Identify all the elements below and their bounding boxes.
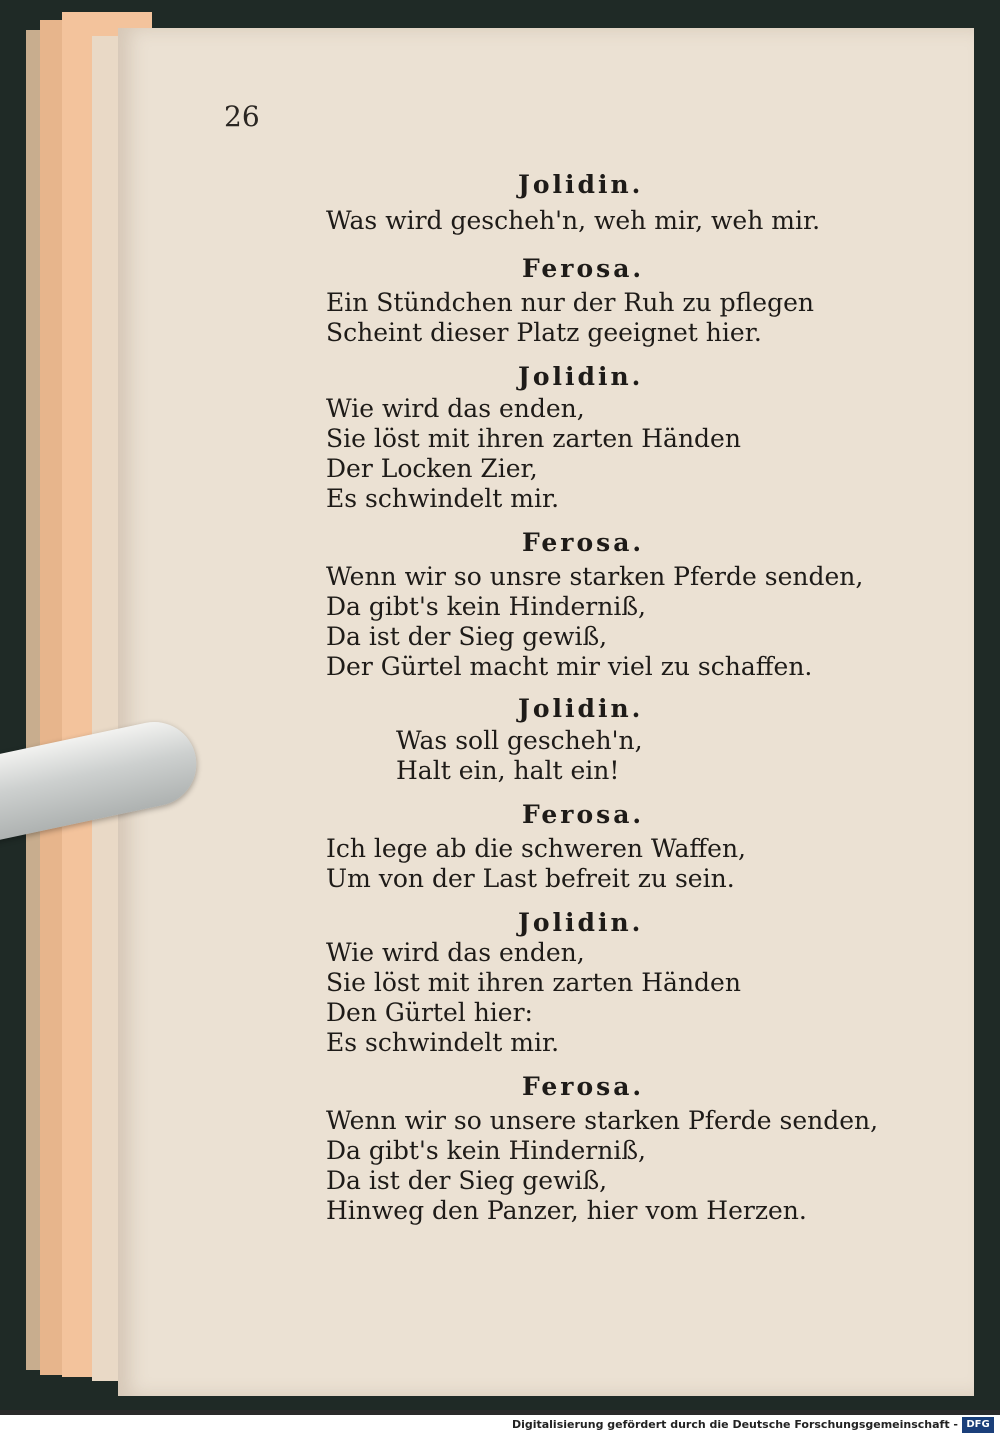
speaker-name: Jolidin. [518,908,644,937]
verse-line: Ein Stündchen nur der Ruh zu pflegen [326,288,814,317]
footer-bar [0,1415,1000,1437]
verse-line: Hinweg den Panzer, hier vom Herzen. [326,1196,807,1225]
verse-line: Wenn wir so unsre starken Pferde senden, [326,562,864,591]
verse-line: Wie wird das enden, [326,394,585,423]
verse-line: Um von der Last befreit zu sein. [326,864,735,893]
verse-line: Da gibt's kein Hinderniß, [326,592,646,621]
verse-line: Es schwindelt mir. [326,484,560,513]
speaker-name: Jolidin. [518,362,644,391]
verse-line: Sie löst mit ihren zarten Händen [326,968,741,997]
verse-line: Wenn wir so unsere starken Pferde senden, [326,1106,879,1135]
speaker-name: Ferosa. [522,528,645,557]
verse-line: Den Gürtel hier: [326,998,533,1027]
dfg-logo: DFG [962,1417,994,1433]
speaker-name: Ferosa. [522,800,645,829]
speaker-name: Ferosa. [522,1072,645,1101]
page-number: 26 [224,100,260,133]
verse-line: Es schwindelt mir. [326,1028,560,1057]
verse-line: Scheint dieser Platz geeignet hier. [326,318,762,347]
verse-line: Der Locken Zier, [326,454,538,483]
speaker-name: Jolidin. [518,170,644,199]
verse-line: Sie löst mit ihren zarten Händen [326,424,741,453]
verse-line: Halt ein, halt ein! [396,756,620,785]
verse-line: Da ist der Sieg gewiß, [326,1166,608,1195]
verse-line: Da ist der Sieg gewiß, [326,622,608,651]
verse-line: Ich lege ab die schweren Waffen, [326,834,747,863]
verse-line: Der Gürtel macht mir viel zu schaffen. [326,652,813,681]
verse-line: Wie wird das enden, [326,938,585,967]
verse-line: Was wird gescheh'n, weh mir, weh mir. [326,206,821,235]
footer-credit: Digitalisierung gefördert durch die Deutsche Forschungsgemeinschaft - [511,1418,958,1431]
verse-line: Da gibt's kein Hinderniß, [326,1136,646,1165]
speaker-name: Jolidin. [518,694,644,723]
speaker-name: Ferosa. [522,254,645,283]
verse-line: Was soll gescheh'n, [396,726,643,755]
